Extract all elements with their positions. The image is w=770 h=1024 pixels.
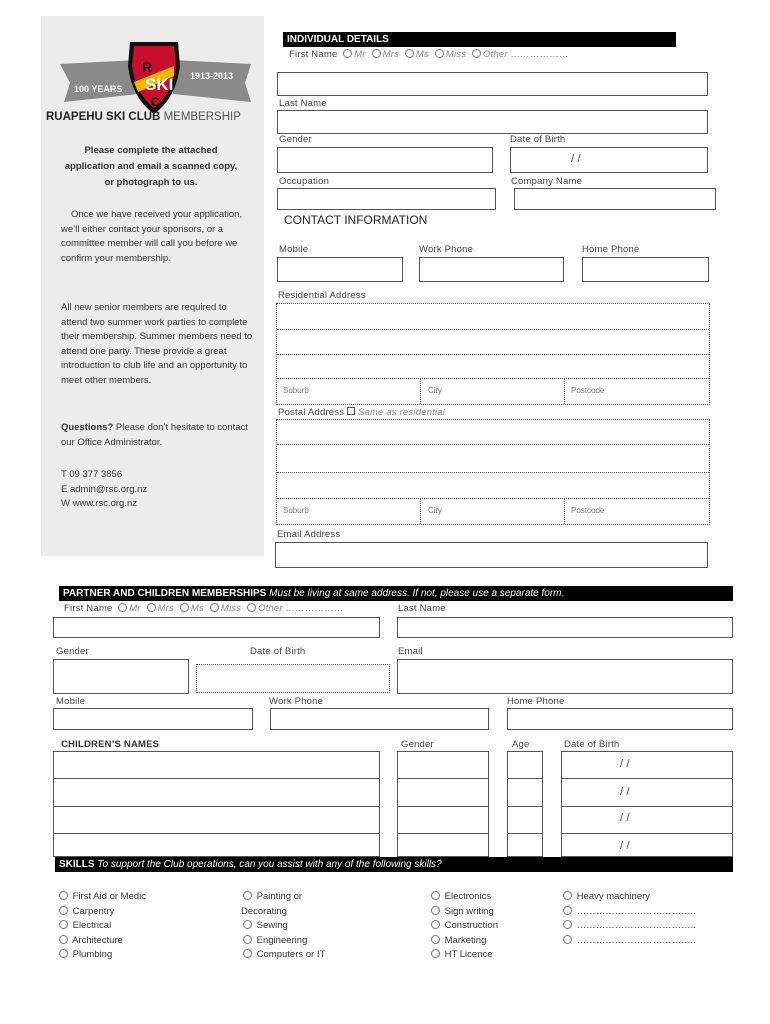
questions-text: Please don’t hesitate to contact our Office Administrator.	[61, 422, 248, 448]
occupation-field[interactable]	[277, 188, 496, 210]
partner-title-mrs: Mrs	[157, 603, 175, 614]
partner-email-field[interactable]	[397, 659, 733, 694]
child-row-line	[54, 833, 379, 834]
sidebar-panel	[41, 16, 264, 556]
partner-title-other: Other ………………	[258, 603, 344, 614]
occupation-label: Occupation	[279, 176, 330, 187]
address-divider	[420, 498, 421, 524]
partner-radio-ms[interactable]	[180, 603, 189, 612]
skill-other-blank: ………………………………..	[576, 905, 696, 917]
children-names-field[interactable]	[53, 751, 380, 857]
postal-address-block[interactable]	[276, 419, 710, 525]
skill-label: Electronics	[444, 891, 492, 902]
office-website[interactable]: W www.rsc.org.nz	[61, 498, 138, 509]
skill-label: Carpentry	[72, 905, 115, 917]
title-mrs: Mrs	[382, 49, 400, 60]
skill-option[interactable]	[428, 890, 498, 905]
logo-years: 100 YEARS	[74, 84, 123, 94]
skill-option-other[interactable]	[560, 919, 696, 934]
address-line	[277, 444, 709, 445]
skill-label: Plumbing	[72, 949, 113, 960]
postal-city-label: City	[428, 506, 442, 515]
partner-gender-label: Gender	[56, 646, 89, 657]
skill-label: Painting or	[256, 891, 303, 902]
partner-first-name-label	[64, 603, 344, 614]
partner-radio-mr[interactable]	[118, 603, 127, 612]
postal-suburb-label: Suburb	[283, 506, 309, 515]
home-phone-label: Home Phone	[582, 244, 640, 255]
contact-info-heading: CONTACT INFORMATION	[284, 213, 428, 227]
skill-radio[interactable]	[431, 920, 440, 929]
skill-radio[interactable]	[59, 935, 68, 944]
child-row-line	[54, 778, 379, 779]
logo-letter-c: C	[151, 95, 160, 109]
skill-radio[interactable]	[243, 920, 252, 929]
partner-radio-other[interactable]	[247, 603, 256, 612]
radio-mrs[interactable]	[372, 49, 381, 58]
radio-ms[interactable]	[405, 49, 414, 58]
sidebar-paragraph-work-parties: All new senior members are required to attend two summer work parties to complete their membership. Summer members need to attend one party. These provide a great introduction to club life and an opportunity to meet other members.	[61, 302, 253, 386]
address-divider	[420, 378, 421, 404]
skill-radio[interactable]	[563, 920, 572, 929]
skill-radio[interactable]	[59, 920, 68, 929]
child-row-line	[54, 806, 379, 807]
postal-postcode-label: Postcode	[571, 506, 605, 515]
skill-radio[interactable]	[431, 935, 440, 944]
skills-column-2	[240, 890, 325, 963]
skill-option[interactable]	[428, 934, 498, 949]
home-phone-field[interactable]	[582, 257, 709, 282]
skill-label: HT Licence	[444, 949, 493, 960]
skill-radio[interactable]	[243, 949, 252, 958]
skill-radio[interactable]	[243, 935, 252, 944]
skill-option-other[interactable]	[560, 934, 696, 949]
mobile-field[interactable]	[277, 257, 403, 282]
partner-header-note: Must be living at same address. If not, please use a separate form.	[266, 588, 565, 599]
children-dob-label: Date of Birth	[564, 739, 620, 750]
skill-label: Engineering	[256, 934, 308, 946]
skill-label: Architecture	[72, 934, 123, 946]
skill-label: Marketing	[444, 934, 487, 946]
skill-option[interactable]	[428, 948, 498, 963]
address-line	[277, 472, 709, 473]
club-name: RUAPEHU SKI CLUB	[46, 111, 161, 123]
mobile-label: Mobile	[279, 244, 309, 255]
skill-option[interactable]	[240, 919, 325, 934]
skill-option[interactable]	[56, 934, 146, 949]
partner-title-miss: Miss	[220, 603, 242, 614]
radio-other[interactable]	[472, 49, 481, 58]
dob-separators: / /	[571, 153, 581, 165]
child-row-line	[562, 778, 732, 779]
club-title	[46, 111, 241, 123]
skills-header	[55, 857, 733, 872]
work-phone-field[interactable]	[419, 257, 564, 282]
title-mr: Mr	[354, 49, 366, 60]
office-phone: T 09 377 3856	[61, 469, 123, 480]
child-dob-separators: / /	[620, 786, 630, 798]
postal-address-label	[278, 407, 445, 418]
child-dob-separators: / /	[620, 758, 630, 770]
skill-label: Sign writing	[444, 905, 494, 917]
child-row-line	[562, 806, 732, 807]
club-logo	[58, 36, 253, 121]
partner-home-phone-label: Home Phone	[507, 696, 565, 707]
skill-radio[interactable]	[563, 906, 572, 915]
residential-address-block[interactable]	[276, 303, 710, 405]
postal-address-text: Postal Address	[278, 407, 345, 418]
skill-option[interactable]	[428, 919, 498, 934]
child-row-line	[398, 806, 488, 807]
dob-label: Date of Birth	[510, 134, 566, 145]
questions-label: Questions?	[61, 422, 114, 433]
child-row-line	[508, 833, 542, 834]
sidebar-paragraph-contact: Once we have received your application, we’ll either contact your sponsors, or a committee member will call you before we confirm your membership.	[61, 209, 243, 264]
partner-first-name-text: First Name	[64, 603, 113, 614]
gender-label: Gender	[279, 134, 312, 145]
skill-option[interactable]	[56, 919, 146, 934]
radio-miss[interactable]	[435, 49, 444, 58]
email-address-label: Email Address	[277, 529, 341, 540]
skill-option[interactable]	[56, 948, 146, 963]
residential-postcode-label: Postcode	[571, 386, 605, 395]
address-line	[277, 354, 709, 355]
skill-radio[interactable]	[59, 891, 68, 900]
partner-title-mr: Mr	[129, 603, 141, 614]
children-age-field[interactable]	[507, 751, 543, 857]
skill-option-other[interactable]	[560, 905, 696, 920]
logo-letter-ski: SKI	[145, 75, 174, 94]
title-other: Other ………………	[483, 49, 569, 60]
partner-work-phone-label: Work Phone	[269, 696, 324, 707]
skill-option[interactable]	[240, 890, 325, 905]
skill-radio[interactable]	[59, 949, 68, 958]
skills-column-1	[56, 890, 146, 963]
gender-field[interactable]	[277, 147, 493, 173]
title-ms: Ms	[415, 49, 429, 60]
skills-header-question: To support the Club operations, can you assist with any of the following skills?	[94, 859, 442, 870]
child-dob-separators: / /	[620, 840, 630, 852]
partner-work-phone-field[interactable]	[270, 708, 489, 730]
first-name-label	[289, 49, 569, 60]
skill-radio[interactable]	[563, 935, 572, 944]
office-email[interactable]: E admin@rsc.org.nz	[61, 484, 148, 495]
children-age-label: Age	[512, 739, 530, 750]
partner-last-name-field[interactable]	[397, 617, 733, 638]
skill-label: Heavy machinery	[576, 891, 651, 902]
sidebar-questions	[61, 421, 251, 450]
skill-label: Construction	[444, 920, 498, 931]
email-address-field[interactable]	[275, 542, 708, 568]
skill-radio[interactable]	[431, 949, 440, 958]
title-miss: Miss	[445, 49, 467, 60]
partner-last-name-label: Last Name	[398, 603, 446, 614]
skill-option[interactable]	[56, 890, 146, 905]
company-field[interactable]	[514, 188, 716, 210]
skill-option[interactable]	[240, 948, 325, 963]
skill-radio[interactable]	[243, 891, 252, 900]
partner-mobile-field[interactable]	[53, 708, 253, 730]
last-name-label: Last Name	[279, 98, 327, 109]
child-row-line	[508, 806, 542, 807]
child-row-line	[562, 833, 732, 834]
same-as-residential-text: Same as residential	[357, 407, 446, 418]
partner-dob-field[interactable]	[196, 664, 390, 693]
skill-label: Electrical	[72, 920, 112, 931]
radio-mr[interactable]	[343, 49, 352, 58]
work-phone-label: Work Phone	[419, 244, 474, 255]
individual-details-header: INDIVIDUAL DETAILS	[283, 32, 676, 47]
skill-label: Sewing	[256, 920, 288, 931]
partner-radio-mrs[interactable]	[147, 603, 156, 612]
address-line	[277, 498, 709, 499]
skill-radio[interactable]	[431, 906, 440, 915]
skill-option[interactable]	[56, 905, 146, 920]
first-name-field[interactable]	[277, 72, 708, 96]
children-names-label: CHILDREN’S NAMES	[61, 739, 160, 750]
logo-dates: 1913-2013	[190, 71, 234, 81]
partner-header	[59, 586, 733, 601]
address-line	[277, 378, 709, 379]
partner-first-name-field[interactable]	[53, 617, 380, 638]
skill-radio[interactable]	[59, 906, 68, 915]
address-divider	[564, 498, 565, 524]
skill-option[interactable]	[428, 905, 498, 920]
residential-address-label: Residential Address	[278, 290, 366, 301]
partner-email-label: Email	[398, 646, 423, 657]
child-dob-separators: / /	[620, 812, 630, 824]
partner-title-ms: Ms	[190, 603, 204, 614]
skill-other-blank: ………………………………..	[576, 934, 696, 946]
residential-suburb-label: Suburb	[283, 386, 309, 395]
partner-gender-field[interactable]	[53, 659, 189, 694]
skill-label: Computers or IT	[256, 949, 326, 960]
children-gender-field[interactable]	[397, 751, 489, 857]
skills-header-title: SKILLS	[59, 859, 95, 870]
partner-mobile-label: Mobile	[56, 696, 86, 707]
skill-radio[interactable]	[563, 891, 572, 900]
skill-label-continued: Decorating	[241, 905, 287, 917]
skill-option[interactable]	[560, 890, 696, 905]
skill-option[interactable]	[240, 934, 325, 949]
membership-word: MEMBERSHIP	[160, 111, 241, 123]
child-row-line	[398, 833, 488, 834]
skills-column-3	[428, 890, 498, 963]
child-row-line	[508, 778, 542, 779]
logo-letter-r: R	[142, 59, 153, 75]
partner-home-phone-field[interactable]	[507, 708, 733, 730]
address-line	[277, 329, 709, 330]
skill-label: First Aid or Medic	[72, 891, 147, 902]
partner-header-title: PARTNER AND CHILDREN MEMBERSHIPS	[63, 588, 267, 599]
child-row-line	[398, 778, 488, 779]
children-dob-field[interactable]	[561, 751, 733, 857]
company-label: Company Name	[511, 176, 583, 187]
last-name-field[interactable]	[277, 110, 708, 134]
skills-column-4	[560, 890, 696, 948]
children-gender-label: Gender	[401, 739, 434, 750]
partner-radio-miss[interactable]	[210, 603, 219, 612]
address-divider	[564, 378, 565, 404]
skill-other-blank: ………………………………..	[576, 920, 696, 931]
same-as-checkbox[interactable]	[347, 407, 355, 415]
partner-dob-label: Date of Birth	[250, 646, 306, 657]
sidebar-instruction: Please complete the attached application and email a scanned copy, or photograph to us.	[64, 145, 238, 188]
first-name-text: First Name	[289, 49, 338, 60]
skill-radio[interactable]	[431, 891, 440, 900]
dob-field[interactable]	[510, 147, 708, 173]
residential-city-label: City	[428, 386, 442, 395]
